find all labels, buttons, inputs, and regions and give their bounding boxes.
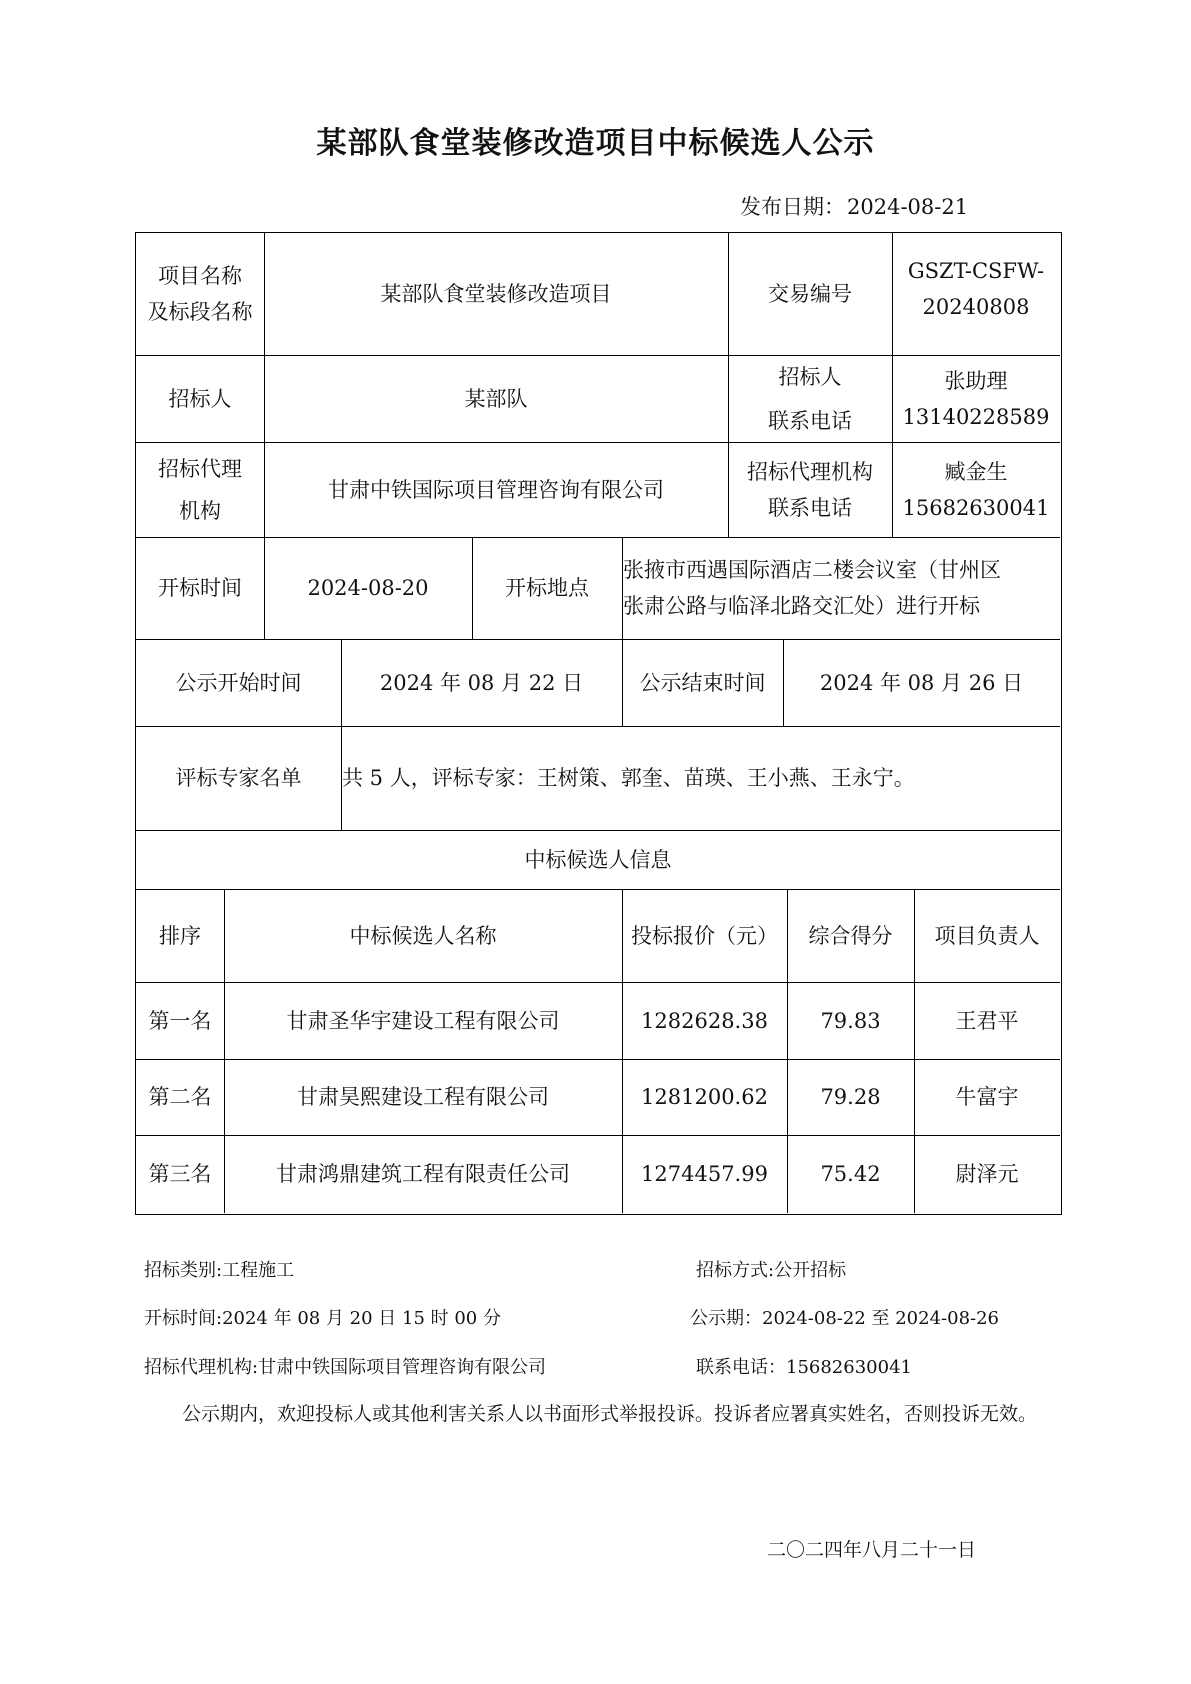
header-rank: 排序 (159, 923, 201, 948)
tenderer-contact: 张助理 13140228589 (902, 368, 1050, 429)
candidate-score: 75.42 (820, 1162, 881, 1186)
open-place-label: 开标地点 (505, 576, 589, 600)
header-bid-price: 投标报价（元） (631, 923, 778, 948)
candidate-rank: 第三名 (148, 1162, 212, 1186)
page-title: 某部队食堂装修改造项目中标候选人公示 (316, 126, 875, 161)
publish-date-label: 发布日期： (740, 195, 845, 219)
candidate-score: 79.28 (820, 1085, 881, 1109)
agency-label: 招标代理 机构 (158, 456, 242, 523)
candidate-manager: 牛富宇 (955, 1085, 1019, 1109)
open-time-label: 开标时间 (158, 576, 242, 600)
header-score: 综合得分 (808, 923, 893, 948)
agency-phone-label: 招标代理机构 联系电话 (747, 459, 873, 520)
header-candidate-name: 中标候选人名称 (349, 923, 497, 948)
footer-method: 招标方式:公开招标 (696, 1260, 847, 1281)
bid-info-table (135, 232, 1062, 1215)
notice-end-value: 2024 年 08 月 26 日 (819, 670, 1024, 695)
footer-category: 招标类别:工程施工 (144, 1260, 295, 1281)
notice-start-label: 公示开始时间 (175, 670, 302, 695)
header-project-manager: 项目负责人 (934, 923, 1040, 948)
tenderer-value: 某部队 (464, 386, 528, 411)
open-place-value: 张掖市西遇国际酒店二楼会议室（甘州区 张肃公路与临泽北路交汇处）进行开标 (623, 558, 1001, 618)
agency-contact: 臧金生 15682630041 (902, 459, 1050, 520)
footer-open-time: 开标时间:2024 年 08 月 20 日 15 时 00 分 (144, 1308, 501, 1329)
candidate-name: 甘肃鸿鼎建筑工程有限责任公司 (276, 1162, 570, 1186)
candidate-name: 甘肃圣华宇建设工程有限公司 (286, 1008, 560, 1033)
sign-date: 二〇二四年八月二十一日 (767, 1539, 977, 1561)
publish-date-value: 2024-08-21 (847, 195, 969, 219)
footer-notice: 公示期内，欢迎投标人或其他利害关系人以书面形式举报投诉。投诉者应署真实姓名，否则投诉无效。 (182, 1403, 1038, 1425)
candidate-bid-price: 1281200.62 (641, 1085, 768, 1109)
candidate-manager: 王君平 (955, 1008, 1019, 1033)
project-name-label: 项目名称 及标段名称 (147, 264, 253, 324)
candidates-section-title: 中标候选人信息 (524, 847, 672, 872)
candidate-bid-price: 1274457.99 (641, 1162, 768, 1186)
agency-value: 甘肃中铁国际项目管理咨询有限公司 (328, 477, 664, 502)
candidate-name: 甘肃昊熙建设工程有限公司 (297, 1085, 549, 1109)
tenderer-label: 招标人 (168, 386, 232, 411)
candidate-rank: 第一名 (148, 1008, 212, 1033)
candidate-bid-price: 1282628.38 (641, 1008, 768, 1033)
candidate-rank: 第二名 (148, 1085, 212, 1109)
tenderer-phone-label: 招标人 联系电话 (768, 364, 852, 433)
trade-no-value: GSZT-CSFW- 20240808 (907, 259, 1045, 319)
candidate-score: 79.83 (820, 1008, 881, 1033)
footer-period: 公示期：2024-08-22 至 2024-08-26 (690, 1308, 1000, 1329)
experts-label: 评标专家名单 (175, 766, 302, 790)
open-time-value: 2024-08-20 (307, 576, 429, 600)
footer-agency: 招标代理机构:甘肃中铁国际项目管理咨询有限公司 (144, 1357, 547, 1378)
notice-start-value: 2024 年 08 月 22 日 (379, 670, 584, 695)
footer-phone: 联系电话：15682630041 (696, 1357, 912, 1378)
notice-end-label: 公示结束时间 (639, 670, 766, 695)
project-name-value: 某部队食堂装修改造项目 (380, 282, 612, 306)
publish-date (740, 191, 968, 221)
candidate-manager: 尉泽元 (955, 1162, 1019, 1186)
experts-value: 共 5 人，评标专家：王树策、郭奎、苗瑛、王小燕、王永宁。 (342, 766, 915, 790)
trade-no-label: 交易编号 (768, 282, 852, 306)
